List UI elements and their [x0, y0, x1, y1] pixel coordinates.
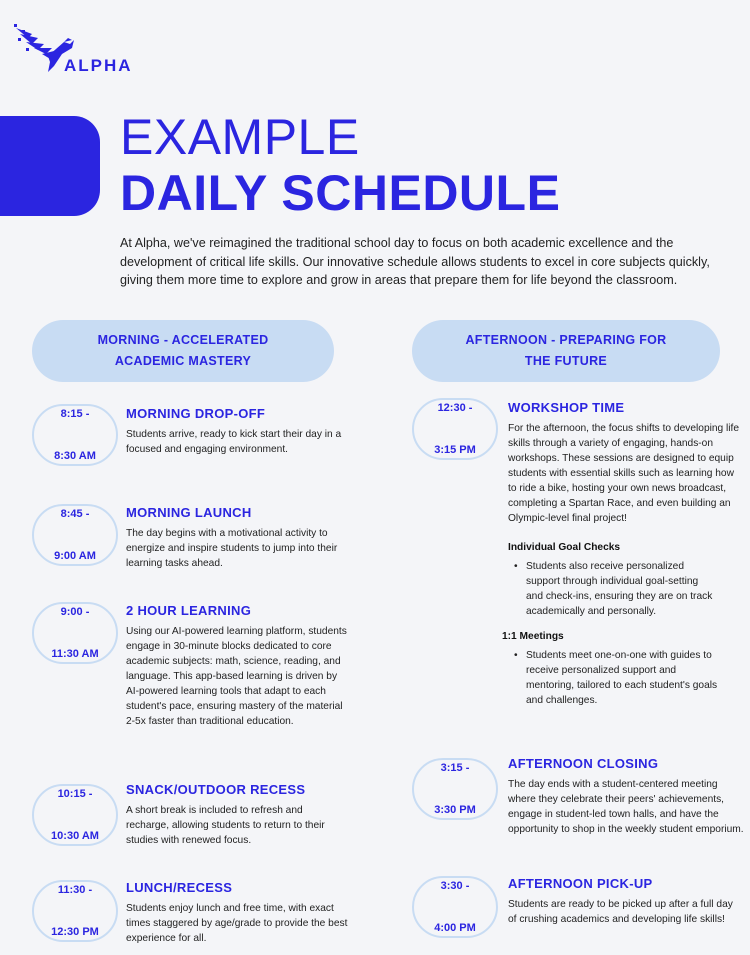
- alpha-logo: [12, 20, 152, 80]
- time-badge: 12:30 - 3:15 PM: [412, 398, 498, 460]
- item-title: SNACK/OUTDOOR RECESS: [126, 782, 306, 797]
- page-title-line1: EXAMPLE: [120, 109, 360, 165]
- schedule-item-snack-recess: [126, 782, 348, 848]
- time-badge: 9:00 - 11:30 AM: [32, 602, 118, 664]
- item-title: MORNING DROP-OFF: [126, 406, 266, 421]
- item-description: A short break is included to refresh and recharge, allowing students to return to their studies with renewed focus.: [126, 805, 325, 846]
- item-title: AFTERNOON CLOSING: [508, 756, 659, 771]
- item-description: Students enjoy lunch and free time, with exact times staggered by age/grade to provide the best experience for all.: [126, 903, 348, 944]
- schedule-item-lunch-recess: [126, 880, 348, 946]
- meetings-heading: 1:1 Meetings: [502, 631, 564, 642]
- title-accent-bar: [0, 116, 100, 216]
- item-description: Using our AI-powered learning platform, students engage in 30-minute blocks dedicated to core academic subjects: math, science, reading, and language. This app-based learning is driven by AI-powered learning tools that adapt to each student's pace, ensuring mastery of the material 2-5x faster than traditional education.: [126, 626, 347, 727]
- time-badge: 3:15 - 3:30 PM: [412, 758, 498, 820]
- item-description: For the afternoon, the focus shifts to developing life skills through a variety of engaging, hands-on workshops. These sessions are designed to equip students with essential skills such as learning how to ride a bike, hosting your own news broadcast, completing a Spartan Race, and even building an Olympic-level final project!: [508, 423, 740, 524]
- item-title: AFTERNOON PICK-UP: [508, 876, 653, 891]
- schedule-item-morning-launch: [126, 505, 346, 571]
- schedule-item-2-hour-learning: [126, 603, 348, 729]
- afternoon-section-heading: AFTERNOON - PREPARING FOR THE FUTURE: [412, 320, 720, 382]
- morning-section-heading: MORNING - ACCELERATED ACADEMIC MASTERY: [32, 320, 334, 382]
- item-description: The day begins with a motivational activity to energize and inspire students to jump into their learning tasks ahead.: [126, 528, 338, 569]
- intro-paragraph: At Alpha, we've reimagined the traditional school day to focus on both academic excellence and the development of critical life skills. Our innovative schedule allows students to excel in core subjects quickly, giving them more time to explore and grow in areas that prepare them for life beyond the classroom.: [120, 236, 710, 287]
- item-description: Students arrive, ready to kick start their day in a focused and engaging environment.: [126, 429, 342, 455]
- time-badge: 8:45 - 9:00 AM: [32, 504, 118, 566]
- meetings-bullet: • Students meet one-on-one with guides to receive personalized support and mentoring, tailored to each student's goals and challenges.: [508, 648, 723, 708]
- time-badge: 10:15 - 10:30 AM: [32, 784, 118, 846]
- schedule-item-workshop-time: [502, 400, 740, 708]
- schedule-item-morning-drop-off: [126, 406, 346, 457]
- goal-checks-bullet: • Students also receive personalized support through individual goal-setting and check-ins, ensuring they are on track academically and personally.: [508, 559, 713, 619]
- goal-checks-heading: Individual Goal Checks: [508, 542, 621, 553]
- item-title: 2 HOUR LEARNING: [126, 603, 252, 618]
- item-description: The day ends with a student-centered meeting where they celebrate their peers' achievements, engage in student-led town halls, and have the opportunity to shop in the weekly student emporium.: [508, 779, 744, 835]
- item-description: Students are ready to be picked up after a full day of crushing academics and developing life skills!: [508, 899, 733, 925]
- time-badge: 8:15 - 8:30 AM: [32, 404, 118, 466]
- time-badge: 11:30 - 12:30 PM: [32, 880, 118, 942]
- item-title: LUNCH/RECESS: [126, 880, 233, 895]
- brand-name: ALPHA: [64, 56, 133, 75]
- schedule-item-afternoon-closing: [508, 756, 746, 837]
- item-title: WORKSHOP TIME: [508, 400, 625, 415]
- time-badge: 3:30 - 4:00 PM: [412, 876, 498, 938]
- schedule-item-afternoon-pick-up: [508, 876, 740, 927]
- page-title-line2: DAILY SCHEDULE: [120, 165, 561, 221]
- item-title: MORNING LAUNCH: [126, 505, 252, 520]
